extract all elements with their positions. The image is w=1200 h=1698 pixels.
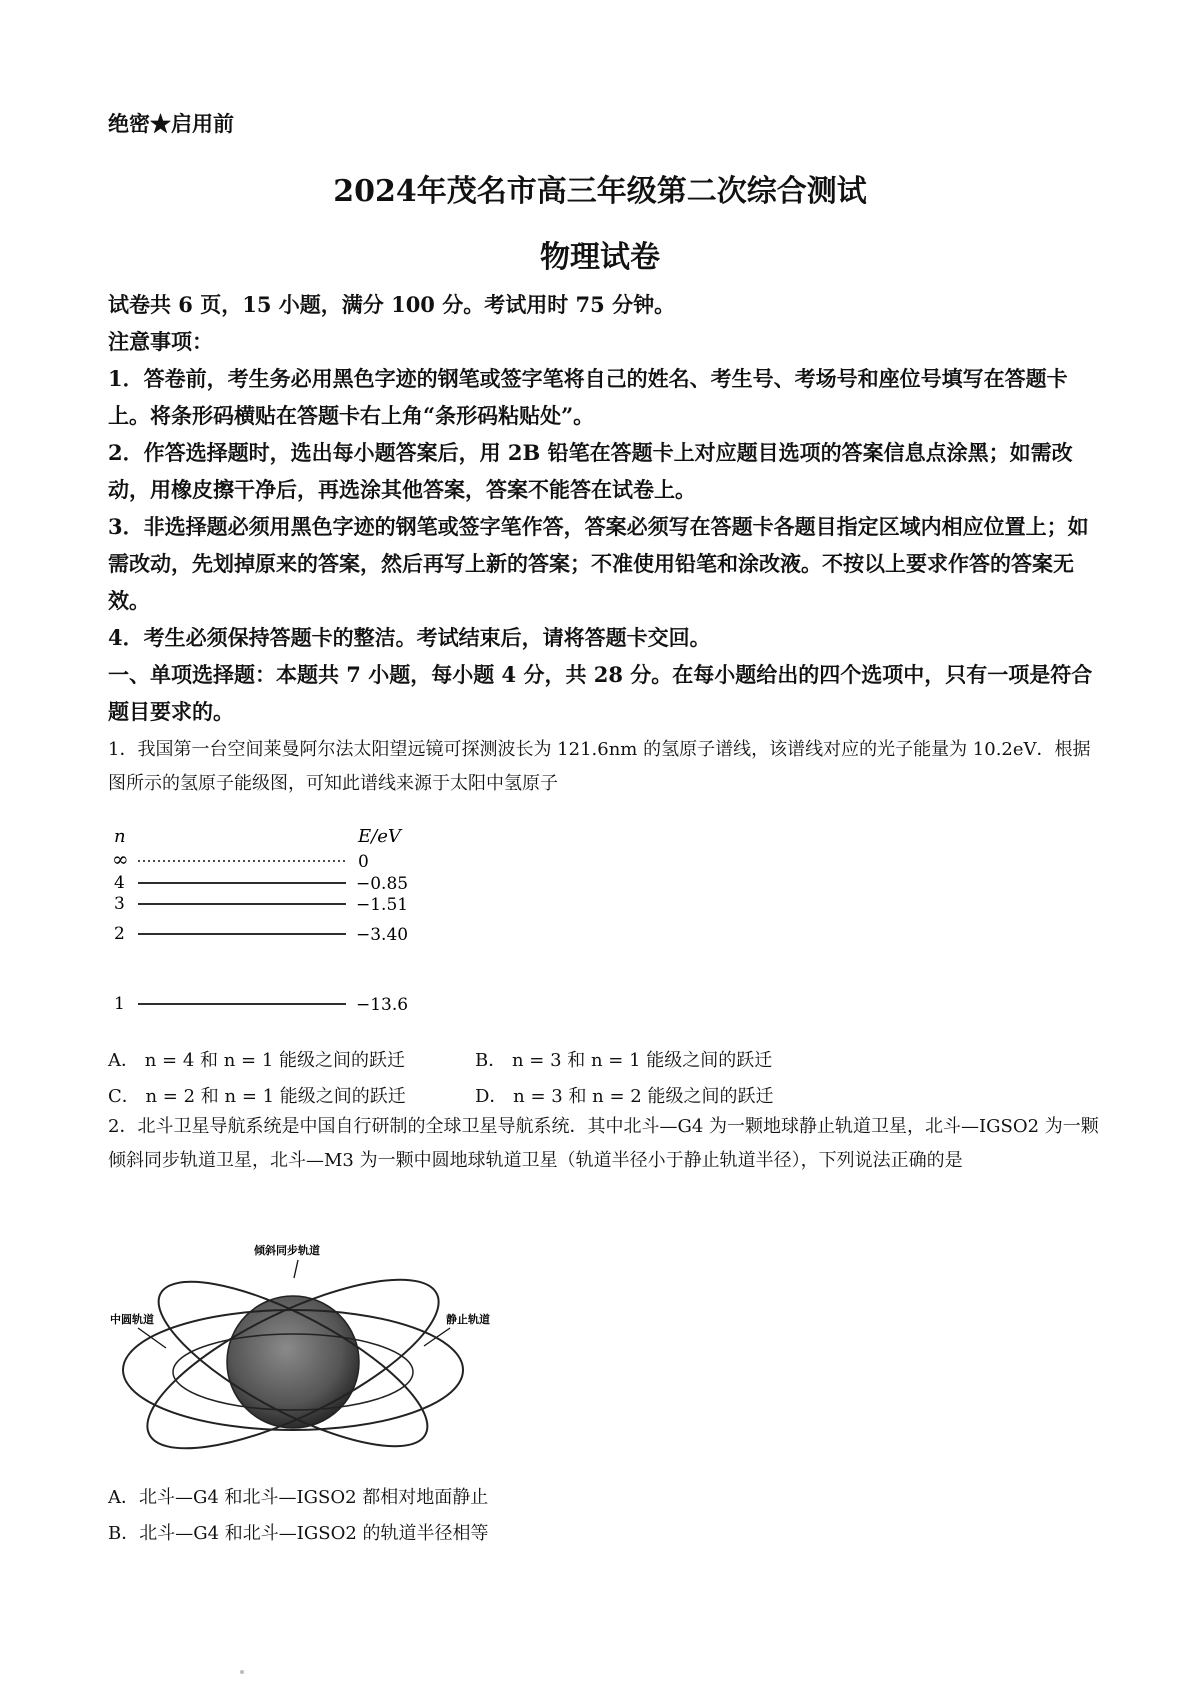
q2-option-b[interactable]: B．北斗—G4 和北斗—IGSO2 的轨道半径相等 <box>108 1523 489 1544</box>
notice-heading: 注意事项： <box>108 329 213 354</box>
notice-item-1: 1．答卷前，考生务必用黑色字迹的钢笔或签字笔将自己的姓名、考生号、考场号和座位号填写在答题卡上。将条形码横贴在答题卡右上角“条形码粘贴处”。 <box>108 366 1068 428</box>
question-1-stem <box>108 733 1108 801</box>
q1-option-b[interactable]: B． n = 3 和 n = 1 能级之间的跃迁 <box>475 1050 773 1071</box>
level-inf-n: ∞ <box>112 847 129 871</box>
level-1-n: 1 <box>114 994 125 1014</box>
level-1-e: −13.6 <box>356 995 409 1015</box>
label-meo-orbit: 中圆轨道 <box>110 1313 154 1326</box>
question-1-text: 1．我国第一台空间莱曼阿尔法太阳望远镜可探测波长为 121.6nm 的氢原子谱线，该谱线对应的光子能量为 10.2eV．根据图所示的氢原子能级图，可知此谱线来源于太阳中氢原子 <box>108 739 1091 794</box>
earth <box>227 1296 359 1428</box>
level-4-n: 4 <box>114 873 125 893</box>
q1-option-a[interactable]: A． n = 4 和 n = 1 能级之间的跃迁 <box>108 1050 406 1071</box>
page-speck <box>240 1670 244 1674</box>
section-heading: 一、单项选择题：本题共 7 小题，每小题 4 分，共 28 分。在每小题给出的四个选项中，只有一项是符合题目要求的。 <box>108 662 1093 724</box>
label-inclined-orbit: 倾斜同步轨道 <box>254 1244 320 1257</box>
confidential-mark: 绝密★启用前 <box>108 111 234 136</box>
notice-item-3: 3．非选择题必须用黑色字迹的钢笔或签字笔作答，答案必须写在答题卡各题目指定区域内相应位置上；如需改动，先划掉原来的答案，然后再写上新的答案；不准使用铅笔和涂改液。不按以上要求作答的答案无效。 <box>108 514 1089 613</box>
question-1-options <box>108 1043 842 1115</box>
n-axis-label: n <box>114 826 126 847</box>
energy-axis-label: E/eV <box>358 826 401 847</box>
q1-option-c[interactable]: C． n = 2 和 n = 1 能级之间的跃迁 <box>108 1086 406 1107</box>
level-4-e: −0.85 <box>356 874 409 894</box>
q1-option-d[interactable]: D． n = 3 和 n = 2 能级之间的跃迁 <box>475 1086 774 1107</box>
subject-title: 物理试卷 <box>540 240 660 275</box>
question-2-options <box>108 1480 489 1552</box>
notice-item-4: 4．考生必须保持答题卡的整洁。考试结束后，请将答题卡交回。 <box>108 625 711 650</box>
label-geo-orbit: 静止轨道 <box>446 1313 490 1326</box>
notice-item-2: 2．作答选择题时，选出每小题答案后，用 2B 铅笔在答题卡上对应题目选项的答案信息点涂黑；如需改动，用橡皮擦干净后，再选涂其他答案，答案不能答在试卷上。 <box>108 440 1073 502</box>
level-3-e: −1.51 <box>356 895 409 915</box>
question-2-text: 2．北斗卫星导航系统是中国自行研制的全球卫星导航系统．其中北斗—G4 为一颗地球静止轨道卫星，北斗—IGSO2 为一颗倾斜同步轨道卫星，北斗—M3 为一颗中圆地球轨道卫星（轨道半径小于静止轨道半径），下列说法正确的是 <box>108 1116 1099 1171</box>
level-2-n: 2 <box>114 924 125 944</box>
instructions <box>108 286 1108 730</box>
question-2-stem <box>108 1110 1108 1178</box>
level-inf-e: 0 <box>358 852 369 872</box>
level-3-n: 3 <box>114 894 125 914</box>
energy-level-diagram <box>108 818 428 1033</box>
exam-title: 2024年茂名市高三年级第二次综合测试 <box>333 174 867 209</box>
level-2-e: −3.40 <box>356 925 409 945</box>
q2-option-a[interactable]: A．北斗—G4 和北斗—IGSO2 都相对地面静止 <box>108 1487 489 1508</box>
exam-info: 试卷共 6 页，15 小题，满分 100 分。考试用时 75 分钟。 <box>108 292 676 317</box>
orbit-diagram <box>108 1232 498 1467</box>
